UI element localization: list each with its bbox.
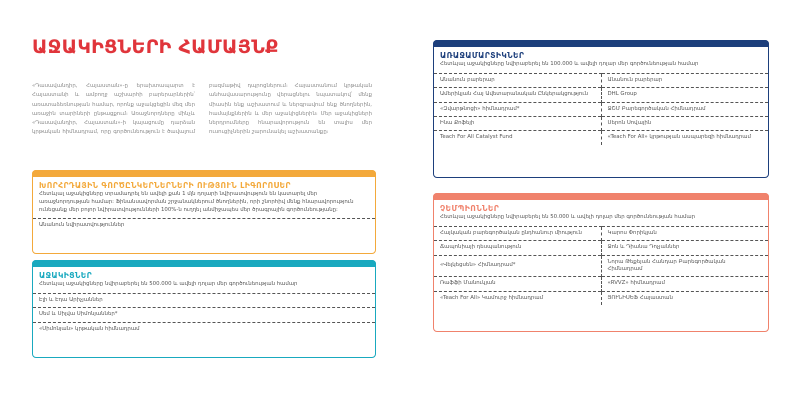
- table-row: [434, 88, 768, 102]
- donor-name: Ջոն և Դիանա Դոչյաններ: [601, 241, 768, 255]
- donor-name: «Teach For All» կրթության ասպարեզի հիմնադրամ: [601, 131, 768, 145]
- gold-box-description: Հետևյալ աջակիցները տրամադրել են ավելի քան 1 մլն դոլարի նվիրատվություն են կատարել մեր առաջնորդության համար: Ֆինանսավորման շրջանակներում ծնողներին, որի շնորհիվ մենք հնարավորություն ունեցանք մեր բոլոր նվիրատվությունների 100%-ն ուղղել անմիջապես մեր ծրագրային գործունեությանը:: [39, 191, 354, 213]
- gold-box-table: [33, 218, 375, 232]
- gold-box-title: ԽՈՐՀՐԴԱՅԻՆ ԳՈՐԾԸՆԿԵՐՆԵՐՆԵՐԻ ՈՒԹՅՈՒՆ ԼԻԳՈՐՈՍԵՐ: [39, 181, 291, 190]
- coral-box-title: ՉԵՄՊԻՈՆՆԵՐ: [440, 204, 500, 213]
- teal-box-description: Հետևյալ աջակիցները նվիրաբերել են 500.000 և ավելի դոլար մեր գործունեության համար: [39, 281, 298, 287]
- donor-name: Սեմ և Սիլվա Սիմոնյաններ*: [33, 308, 375, 322]
- donor-name: Ինա Քոֆեյի: [434, 117, 601, 131]
- table-row: [434, 131, 768, 145]
- table-row: [434, 291, 768, 305]
- table-row: [434, 277, 768, 291]
- navy-box-description: Հետևյալ աջակիցները նվիրաբերել են 100.000 և ավելի դոլար մեր գործունեության համար: [440, 61, 699, 67]
- teal-box-header: [33, 261, 375, 280]
- donor-name: Ճապոնիայի դեսպանություն: [434, 241, 601, 255]
- donor-name: Սերոն Սովային: [601, 117, 768, 131]
- table-row: [434, 102, 768, 116]
- gold-box-header: [33, 171, 375, 190]
- donor-name: Անանուն նվիրատվություններ: [33, 219, 375, 233]
- donor-name: Նորա Թեքեյան Հանդար Բարեգործական Հիմնադրամ: [601, 255, 768, 277]
- donor-name: Ամերիկյան Հայ Ավետարանական Ընկերակցություն: [434, 88, 601, 102]
- teal-box-table: [33, 293, 375, 336]
- table-row: [33, 293, 375, 307]
- coral-box-header: [434, 194, 768, 213]
- table-row: [33, 308, 375, 322]
- donor-name: Անանուն բարերար: [434, 73, 601, 87]
- donor-name: ՋՇՄ Բարեգործական Հիմնադրամ: [601, 102, 768, 116]
- intro-text: «Դասավանդիր, Հայաստան»-ը երախտապարտ է Հայաստանի և ամբողջ աշխարհի բարերարներին՝ առատաձեռնության համար, որոնք աջակցեցին մեզ մեր առաջին տարիների ընթացքում։ Առաջնորդները մինչև «Դասավանդիր, Հայաստան»-ի կայացումը դարձան կրթական հիմնադրամ, որը գործունեություն է ծավալում բազմաթիվ դպրոցներում։ Հայաստանում կրթական անհավասարությունը վերացնելու նպատակով՝ մենք միասին ենք աշխատում և ներգրավում ենք ծնողներին, համայնքներին և մեր աջակիցներին։ Մեր աջակիցների ներդրումները հնարավորություն են տալիս մեր ուսուցիչներին շարունակել աշխատանքը։: [32, 83, 372, 136]
- navy-box-table: [434, 73, 768, 145]
- navy-box-title: ԱՌԱՋԱՄԱՐՏԻԿՆԵՐ: [440, 51, 525, 60]
- donor-name: «Սիմոնյան» կրթական հիմնադրամ: [33, 322, 375, 336]
- table-row: [33, 322, 375, 336]
- coral-sponsor-box: [433, 193, 769, 332]
- gold-sponsor-box: [32, 170, 376, 254]
- coral-box-description: Հետևյալ աջակիցները նվիրաբերել են 50.000 և ավելի դոլար մեր գործունեության համար: [440, 214, 696, 220]
- navy-box-header: [434, 41, 768, 60]
- donor-name: Անանուն բարերար: [601, 73, 768, 87]
- donor-name: «Վելկեցսեն» Հիմնադրամ*: [434, 255, 601, 277]
- donor-name: DHL Group: [601, 88, 768, 102]
- page-title: ԱՋԱԿԻՑՆԵՐԻ ՀԱՄԱՅՆՔ: [32, 36, 279, 58]
- table-row: [434, 226, 768, 240]
- donor-name: «Teach For All» Կամուրջ հիմնադրամ: [434, 291, 601, 305]
- teal-sponsor-box: [32, 260, 376, 358]
- donor-name: «Զվարթնոցի» հիմնադրամ*: [434, 102, 601, 116]
- donor-name: Կարոս Փորիկյան: [601, 226, 768, 240]
- coral-box-table: [434, 226, 768, 305]
- table-row: [434, 73, 768, 87]
- donor-name: ՅՈՒՆԻՍԵՖ Հայաստան: [601, 291, 768, 305]
- table-row: [434, 241, 768, 255]
- donor-name: Teach For All Catalyst Fund: [434, 131, 601, 145]
- donor-name: «RVVZ» հիմնադրամ: [601, 277, 768, 291]
- donor-name: Էլի և Էդա Արիչյաններ: [33, 293, 375, 307]
- teal-box-title: ԱՋԱԿԻՑՆԵՐ: [39, 271, 93, 280]
- table-row: [434, 255, 768, 277]
- table-row: [434, 117, 768, 131]
- table-row: [33, 219, 375, 233]
- donor-name: Հայկական բարեգործական ընդհանուր միություն: [434, 226, 601, 240]
- navy-sponsor-box: [433, 40, 769, 178]
- donor-name: Ռաֆֆի Մանուկյան: [434, 277, 601, 291]
